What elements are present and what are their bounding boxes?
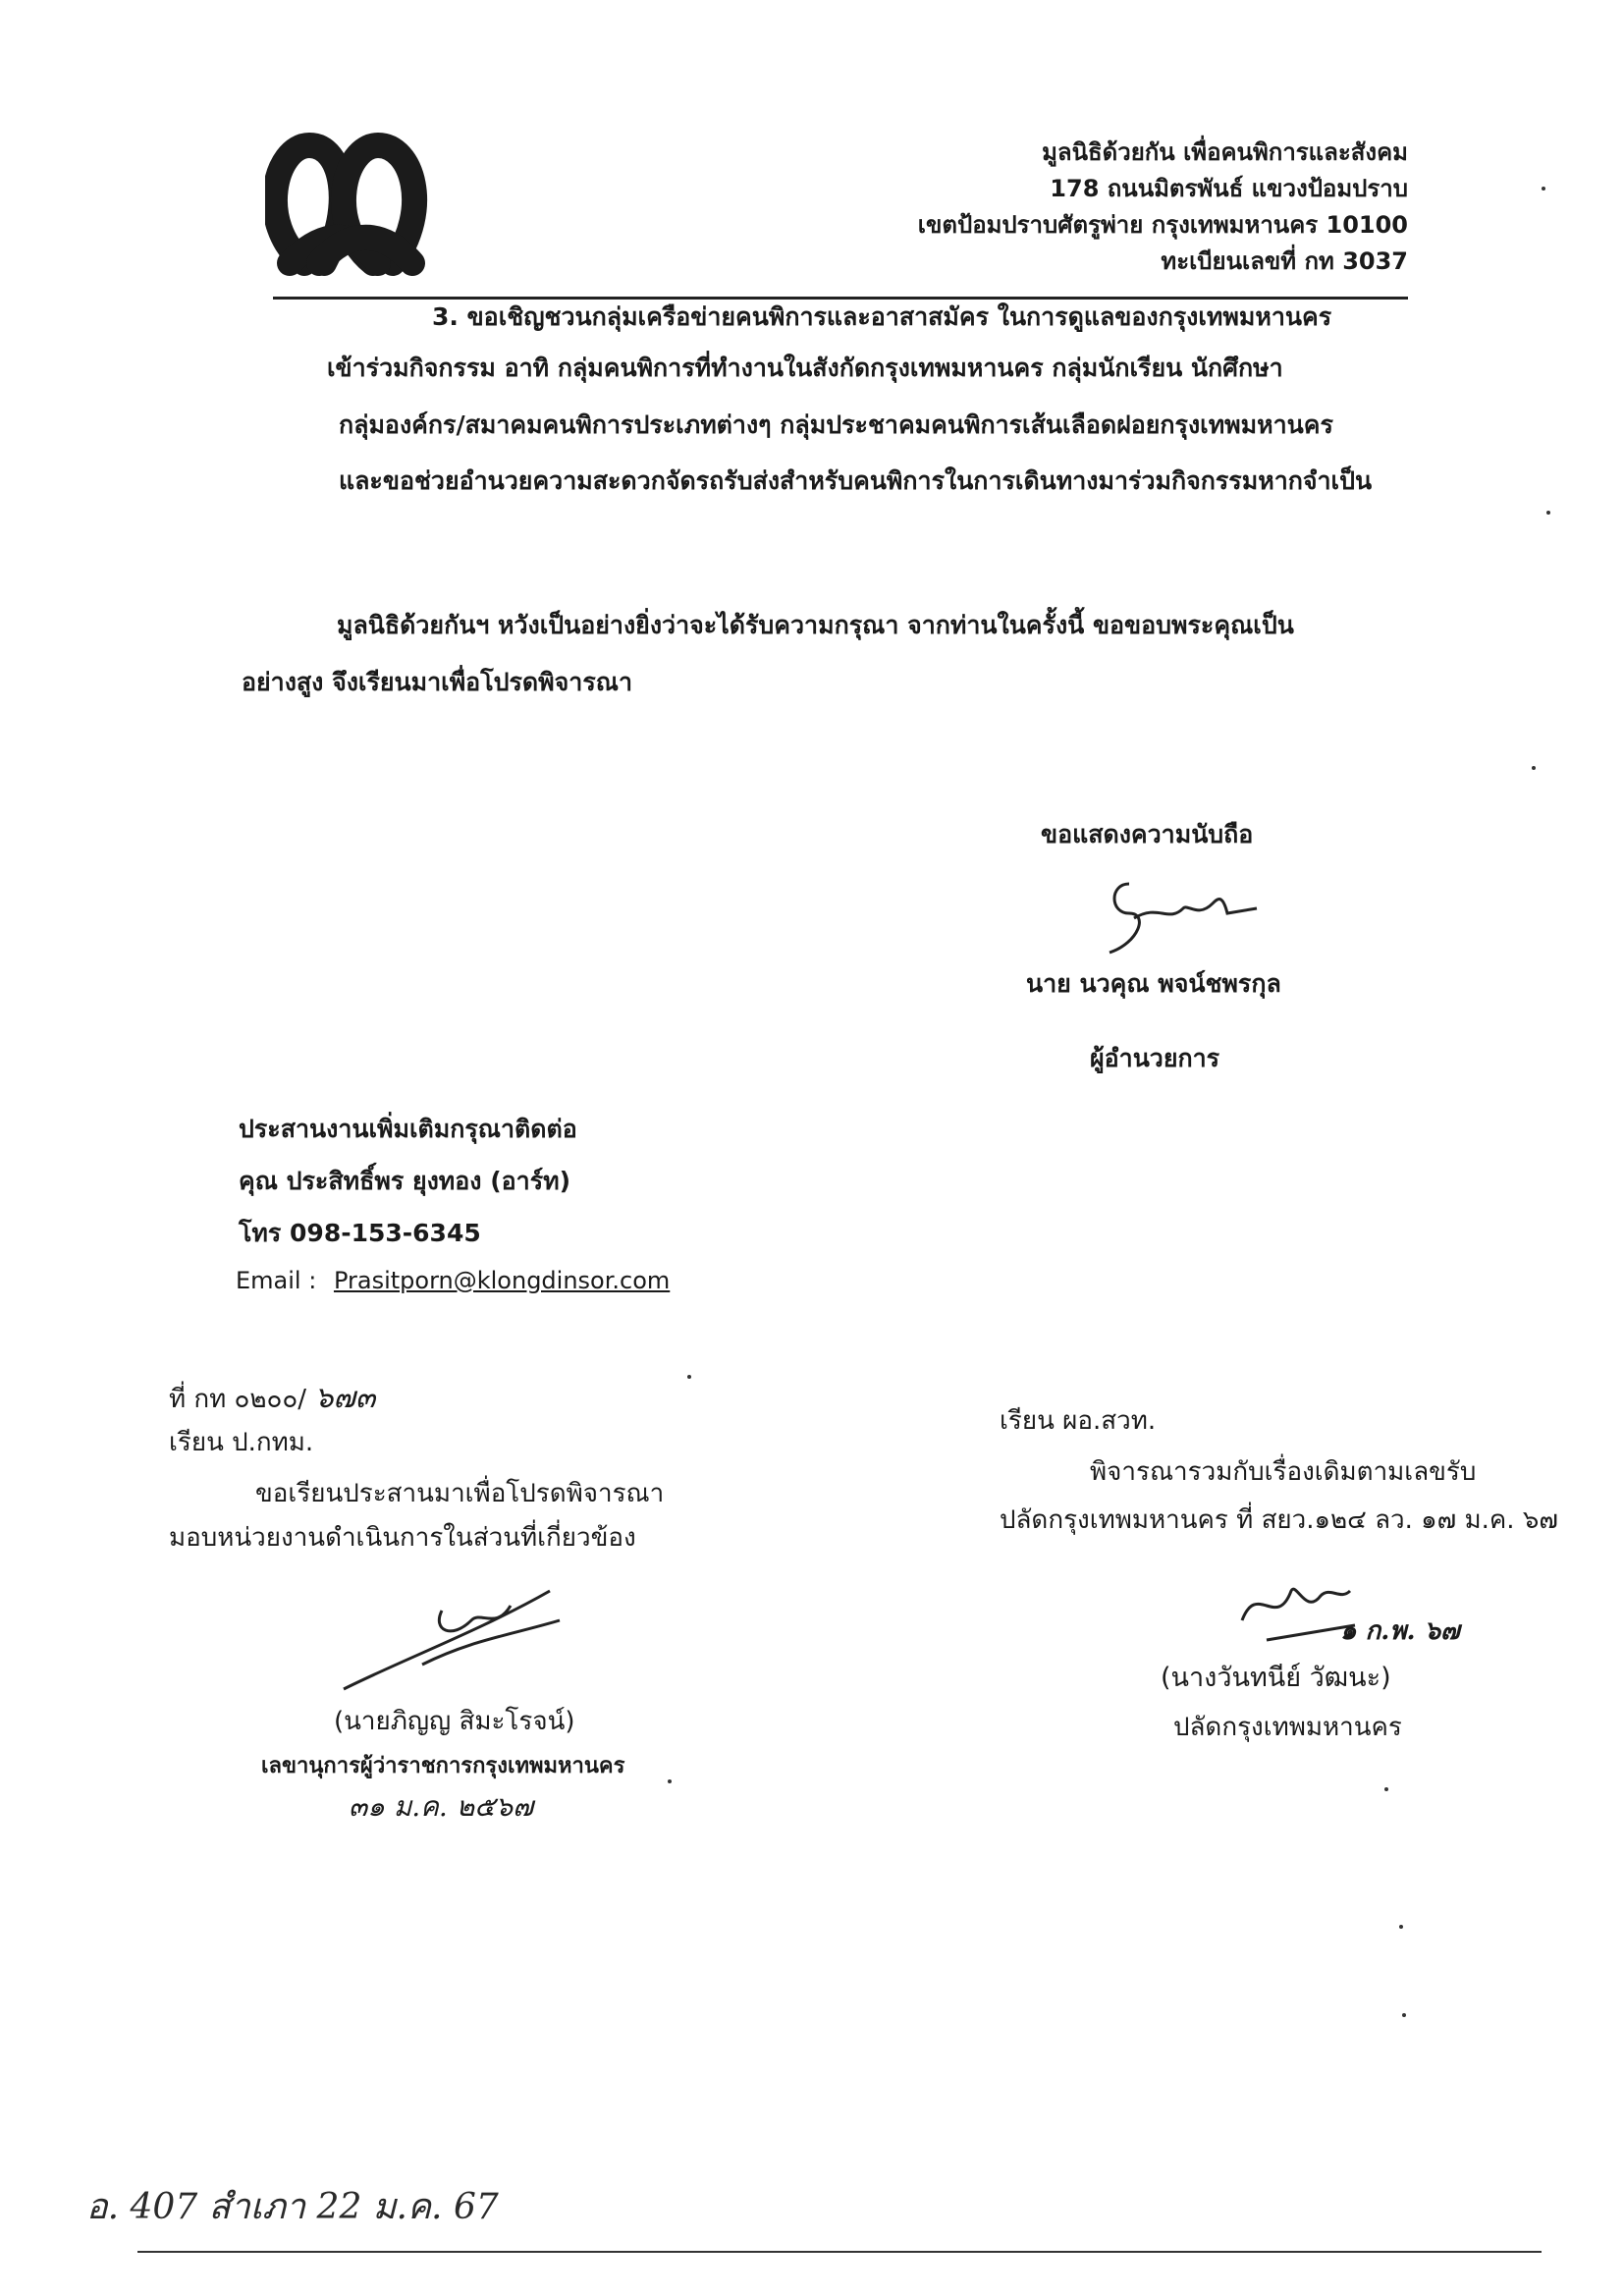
- para3-line4: และขอช่วยอำนวยความสะดวกจัดรถรับส่งสำหรับคนพิการในการเดินทางมาร่วมกิจกรรมหากจำเป็น: [339, 466, 1373, 495]
- bottom-divider: [137, 2251, 1542, 2253]
- header-registration: ทะเบียนเลขที่ กท 3037: [1161, 247, 1408, 275]
- signer-name: นาย นวคุณ พจน์ชพรกุล: [1026, 969, 1281, 998]
- foundation-logo: [265, 116, 432, 293]
- scan-speck: [668, 1779, 672, 1783]
- director-signature: [1090, 864, 1286, 962]
- left-ref-handwritten: ๖๗๓: [314, 1381, 376, 1415]
- left-title: เลขานุการผู้ว่าราชการกรุงเทพมหานคร: [261, 1754, 625, 1778]
- closing-line1: มูลนิธิด้วยกันฯ หวังเป็นอย่างยิ่งว่าจะได้รับความกรุณา จากท่านในครั้งนี้ ขอขอบพระคุณเป็น: [337, 611, 1294, 639]
- contact-intro: ประสานงานเพิ่มเติมกรุณาติดต่อ: [239, 1115, 577, 1143]
- left-ref-number: ที่ กท ๐๒๐๐/: [169, 1385, 307, 1414]
- signer-title: ผู้อำนวยการ: [1090, 1044, 1220, 1072]
- right-line2: ปลัดกรุงเทพมหานคร ที่ สยว.๑๒๔ ลว. ๑๗ ม.ค. ๖๗: [1000, 1505, 1558, 1535]
- scan-speck: [1402, 2013, 1406, 2017]
- right-name: (นางวันทนีย์ วัฒนะ): [1161, 1663, 1391, 1693]
- right-line1: พิจารณารวมกับเรื่องเดิมตามเลขรับ: [1090, 1457, 1477, 1487]
- header-org-name: มูลนิธิด้วยกัน เพื่อคนพิการและสังคม: [1042, 138, 1408, 166]
- regards-text: ขอแสดงความนับถือ: [1041, 820, 1254, 848]
- para3-line3: กลุ่มองค์กร/สมาคมคนพิการประเภทต่างๆ กลุ่มประชาคมคนพิการเส้นเลือดฝอยกรุงเทพมหานคร: [339, 410, 1333, 439]
- left-line2: มอบหน่วยงานดำเนินการในส่วนที่เกี่ยวข้อง: [169, 1523, 636, 1553]
- scan-speck: [1532, 766, 1536, 770]
- scan-speck: [1546, 511, 1550, 515]
- scan-speck: [1399, 1925, 1403, 1929]
- contact-phone: โทร 098-153-6345: [239, 1219, 481, 1247]
- left-date: ๓๑ ม.ค. ๒๕๖๗: [349, 1790, 534, 1823]
- right-to: เรียน ผอ.สวท.: [1000, 1406, 1157, 1436]
- footer-note: อ. 407 สำเภา 22 ม.ค. 67: [86, 2187, 499, 2227]
- email-label: Email :: [236, 1267, 317, 1294]
- scan-speck: [1384, 1787, 1388, 1791]
- email-link[interactable]: Prasitporn@klongdinsor.com: [333, 1267, 671, 1294]
- left-line1: ขอเรียนประสานมาเพื่อโปรดพิจารณา: [255, 1479, 665, 1508]
- right-date: ๑ ก.พ. ๖๗: [1340, 1616, 1460, 1646]
- header-address-line2: เขตป้อมปราบศัตรูพ่าย กรุงเทพมหานคร 10100: [917, 211, 1408, 239]
- left-ref: [169, 1375, 375, 1421]
- left-name: (นายภิญญ สิมะโรจน์): [334, 1707, 575, 1736]
- para3-line1: 3. ขอเชิญชวนกลุ่มเครือข่ายคนพิการและอาสาสมัคร ในการดูแลของกรุงเทพมหานคร: [432, 302, 1332, 331]
- para3-line2: เข้าร่วมกิจกรรม อาทิ กลุ่มคนพิการที่ทำงานในสังกัดกรุงเทพมหานคร กลุ่มนักเรียน นักศึกษา: [327, 354, 1283, 382]
- header-address-line1: 178 ถนนมิตรพันธ์ แขวงป้อมปราบ: [1050, 175, 1408, 202]
- left-signature: [324, 1571, 579, 1699]
- scan-speck: [1542, 187, 1545, 191]
- closing-line2: อย่างสูง จึงเรียนมาเพื่อโปรดพิจารณา: [242, 668, 632, 696]
- left-to: เรียน ป.กทม.: [169, 1428, 314, 1457]
- scan-speck: [687, 1375, 691, 1379]
- right-title: ปลัดกรุงเทพมหานคร: [1173, 1713, 1402, 1742]
- contact-email-row: [236, 1267, 670, 1294]
- contact-person: คุณ ประสิทธิ์พร ยุงทอง (อาร์ท): [239, 1167, 571, 1195]
